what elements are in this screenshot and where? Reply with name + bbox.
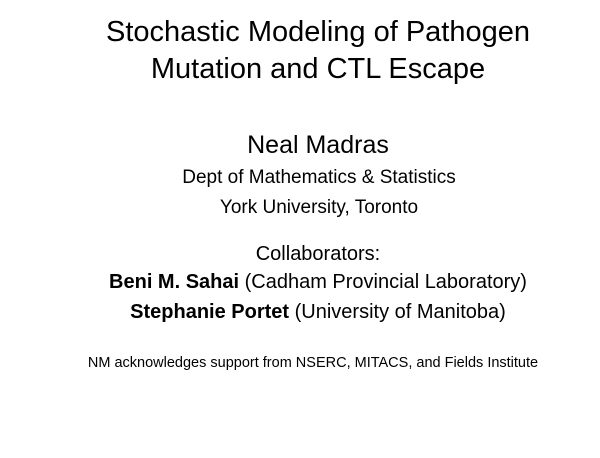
collaborators-heading: Collaborators: xyxy=(255,243,381,265)
collaborator-affiliation: (Cadham Provincial Laboratory) xyxy=(239,271,527,293)
title-line-1: Stochastic Modeling of Pathogen xyxy=(106,16,530,48)
author-university: York University, Toronto xyxy=(219,197,419,218)
collaborator-entry xyxy=(0,270,600,294)
author-name: Neal Madras xyxy=(247,131,389,159)
collaborator-name: Stephanie Portet xyxy=(130,301,290,323)
slide-title xyxy=(0,14,600,88)
collaborator-entry xyxy=(0,300,600,324)
author-department: Dept of Mathematics & Statistics xyxy=(182,167,456,188)
acknowledgement-text: NM acknowledges support from NSERC, MITACS, and Fields Institute xyxy=(87,355,539,371)
collaborator-name: Beni M. Sahai xyxy=(109,271,240,293)
title-line-2: Mutation and CTL Escape xyxy=(150,53,486,85)
collaborator-affiliation: (University of Manitoba) xyxy=(289,301,506,323)
